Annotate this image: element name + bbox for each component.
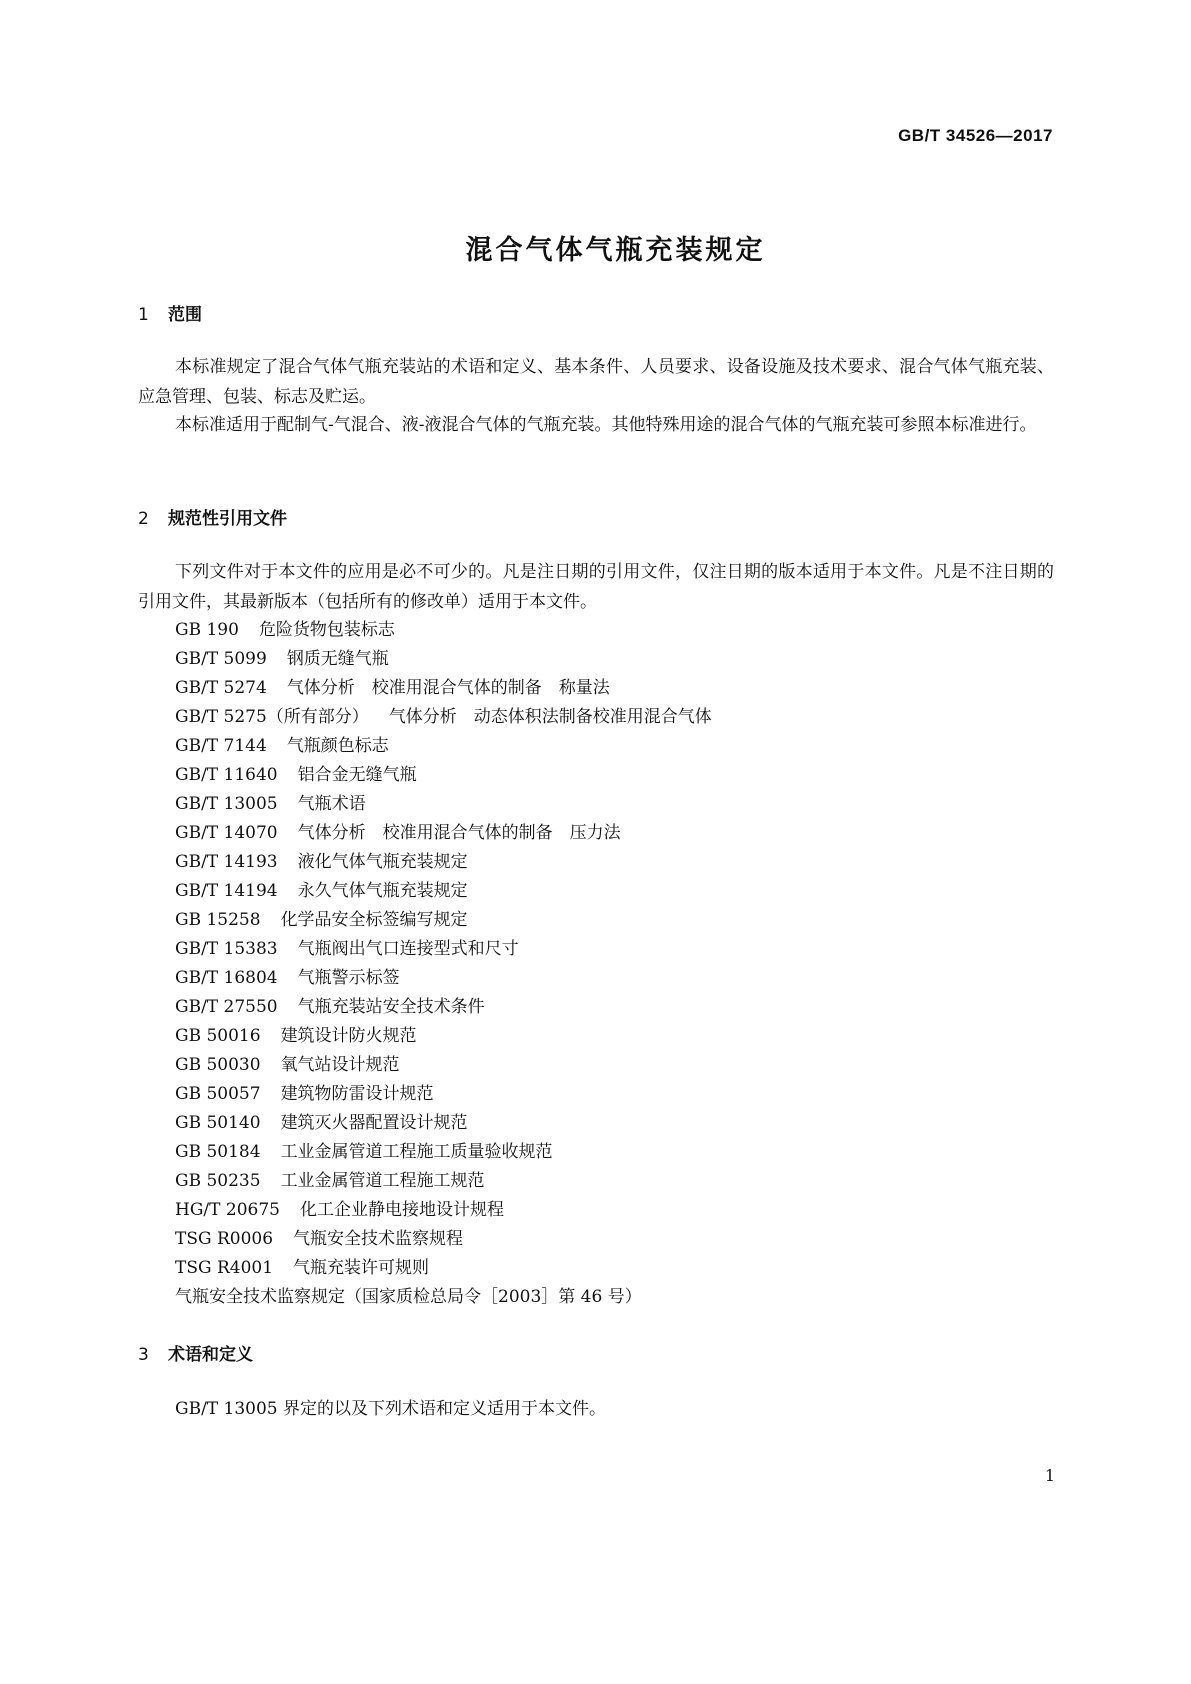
reference-item xyxy=(175,616,712,645)
reference-item xyxy=(175,790,712,819)
reference-code: GB/T 13005 xyxy=(175,794,278,814)
reference-item xyxy=(175,935,712,964)
reference-code: GB/T 11640 xyxy=(175,765,278,785)
reference-title: 气瓶颜色标志 xyxy=(286,736,389,756)
reference-title: 氧气站设计规范 xyxy=(280,1055,400,1075)
section-heading-scope xyxy=(138,300,202,325)
reference-code: GB 50184 xyxy=(175,1142,261,1162)
paragraph: 下列文件对于本文件的应用是必不可少的。凡是注日期的引用文件，仅注日期的版本适用于本文件。凡是不注日期的引用文件，其最新版本（包括所有的修改单）适用于本文件。 xyxy=(138,562,1054,612)
reference-item xyxy=(175,645,712,674)
reference-title: 工业金属管道工程施工规范 xyxy=(280,1171,485,1191)
reference-item xyxy=(175,732,712,761)
section-heading-terms-definitions xyxy=(138,1340,253,1365)
reference-title: 气体分析 动态体积法制备校准用混合气体 xyxy=(388,707,712,727)
reference-item xyxy=(175,761,712,790)
reference-code: GB/T 15383 xyxy=(175,939,278,959)
reference-title: 气瓶阀出气口连接型式和尺寸 xyxy=(297,939,519,959)
reference-list xyxy=(175,616,712,1312)
reference-item xyxy=(175,1051,712,1080)
reference-code: GB/T 14193 xyxy=(175,852,278,872)
reference-item xyxy=(175,1138,712,1167)
paragraph: 本标准规定了混合气体气瓶充装站的术语和定义、基本条件、人员要求、设备设施及技术要求、混合气体气瓶充装、应急管理、包装、标志及贮运。 xyxy=(138,357,1054,407)
document-title: 混合气体气瓶充装规定 xyxy=(465,235,766,266)
reference-title: 气瓶充装站安全技术条件 xyxy=(297,997,485,1017)
reference-code: GB/T 7144 xyxy=(175,736,267,756)
reference-item xyxy=(175,993,712,1022)
section-number: 3 xyxy=(138,1345,149,1365)
reference-code: GB/T 5099 xyxy=(175,649,267,669)
reference-title: 气体分析 校准用混合气体的制备 称量法 xyxy=(286,678,610,698)
reference-code: GB/T 5274 xyxy=(175,678,267,698)
reference-title: 钢质无缝气瓶 xyxy=(286,649,389,669)
page-number: 1 xyxy=(1044,1466,1055,1485)
reference-code: GB/T 5275（所有部分） xyxy=(175,707,369,727)
reference-title: 气瓶警示标签 xyxy=(297,968,400,988)
reference-title: 铝合金无缝气瓶 xyxy=(297,765,417,785)
reference-title: 建筑灭火器配置设计规范 xyxy=(280,1113,468,1133)
reference-item xyxy=(175,1167,712,1196)
section-title: 术语和定义 xyxy=(168,1345,253,1365)
reference-code: GB 50140 xyxy=(175,1113,261,1133)
reference-code: GB/T 14070 xyxy=(175,823,278,843)
reference-code: GB 50057 xyxy=(175,1084,261,1104)
section-number: 2 xyxy=(138,509,149,529)
reference-code: GB/T 14194 xyxy=(175,881,278,901)
reference-item xyxy=(175,1022,712,1051)
paragraph: GB/T 13005 界定的以及下列术语和定义适用于本文件。 xyxy=(175,1399,607,1419)
section-title: 规范性引用文件 xyxy=(168,509,287,529)
reference-title: 气瓶安全技术监察规程 xyxy=(293,1229,464,1249)
reference-item xyxy=(175,819,712,848)
reference-code: GB 50016 xyxy=(175,1026,261,1046)
reference-item xyxy=(175,1283,712,1312)
reference-code: TSG R0006 xyxy=(175,1229,274,1249)
reference-code: GB 190 xyxy=(175,620,239,640)
reference-title: 液化气体气瓶充装规定 xyxy=(297,852,468,872)
reference-item xyxy=(175,877,712,906)
reference-item xyxy=(175,1196,712,1225)
reference-code: TSG R4001 xyxy=(175,1258,274,1278)
standard-code: GB/T 34526—2017 xyxy=(898,126,1053,145)
reference-title: 化工企业静电接地设计规程 xyxy=(299,1200,504,1220)
reference-title: 化学品安全标签编写规定 xyxy=(280,910,468,930)
reference-title: 永久气体气瓶充装规定 xyxy=(297,881,468,901)
reference-title: 建筑物防雷设计规范 xyxy=(280,1084,434,1104)
reference-item xyxy=(175,1109,712,1138)
reference-title: 危险货物包装标志 xyxy=(258,620,395,640)
reference-title: 建筑设计防火规范 xyxy=(280,1026,417,1046)
reference-code: GB/T 27550 xyxy=(175,997,278,1017)
paragraph: 本标准适用于配制气-气混合、液-液混合气体的气瓶充装。其他特殊用途的混合气体的气瓶充装可参照本标准进行。 xyxy=(175,415,1037,435)
reference-code: GB 50235 xyxy=(175,1171,261,1191)
section-number: 1 xyxy=(138,305,149,325)
reference-title: 气瓶充装许可规则 xyxy=(293,1258,430,1278)
reference-item xyxy=(175,703,712,732)
reference-code: GB 50030 xyxy=(175,1055,261,1075)
reference-item xyxy=(175,906,712,935)
reference-item xyxy=(175,674,712,703)
reference-item xyxy=(175,1254,712,1283)
reference-item xyxy=(175,964,712,993)
reference-item xyxy=(175,1080,712,1109)
section-title: 范围 xyxy=(168,305,202,325)
reference-code: HG/T 20675 xyxy=(175,1200,280,1220)
reference-title: 气瓶安全技术监察规定（国家质检总局令［2003］第 46 号） xyxy=(175,1287,642,1307)
reference-code: GB 15258 xyxy=(175,910,261,930)
reference-code: GB/T 16804 xyxy=(175,968,278,988)
reference-title: 气体分析 校准用混合气体的制备 压力法 xyxy=(297,823,621,843)
reference-item xyxy=(175,848,712,877)
section-heading-normative-references xyxy=(138,504,287,529)
reference-item xyxy=(175,1225,712,1254)
reference-title: 气瓶术语 xyxy=(297,794,366,814)
reference-title: 工业金属管道工程施工质量验收规范 xyxy=(280,1142,553,1162)
